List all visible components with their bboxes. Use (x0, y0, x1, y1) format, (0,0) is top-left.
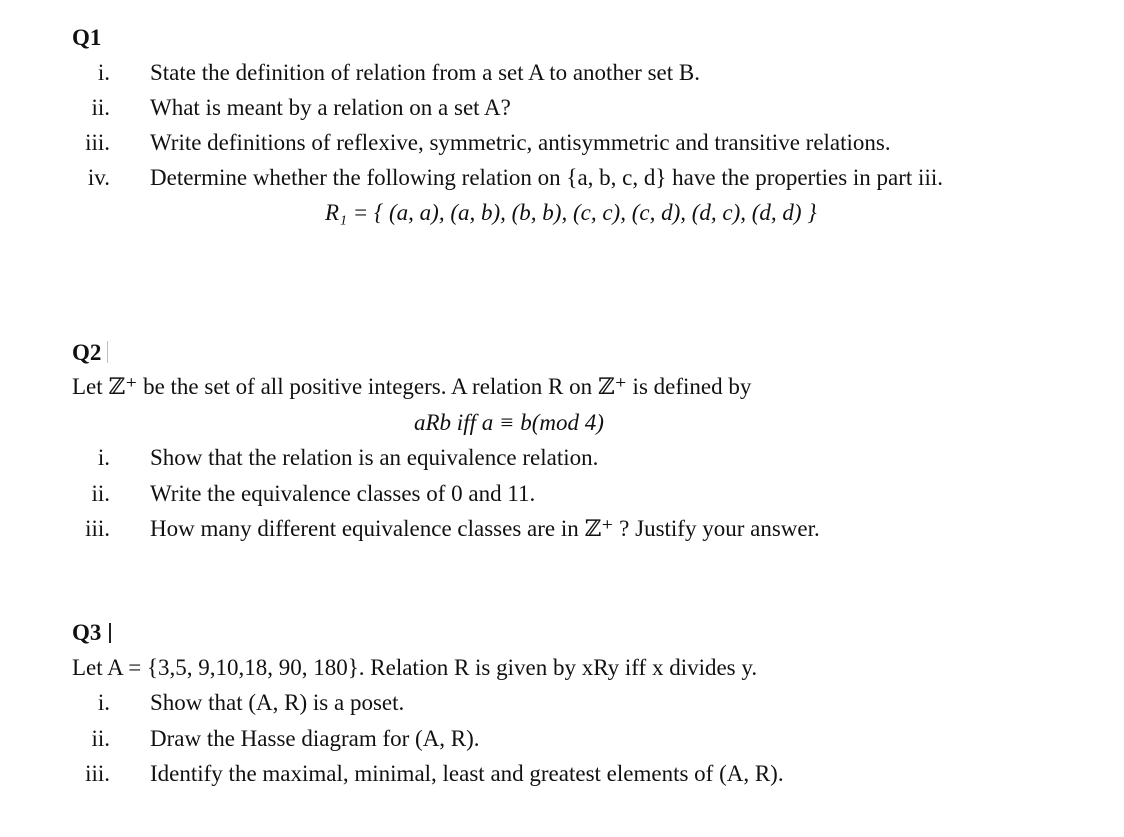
q1-item-4-text: Determine whether the following relation on {a, b, c, d} have the properties in part iii. (150, 165, 943, 190)
q1-item-1-number: i. (97, 60, 110, 85)
q1-relation-r1: R₁ = { (a, a), (a, b), (b, b), (c, c), (c, d), (d, c), (d, d) } (325, 200, 817, 225)
q3-item-3-text: Identify the maximal, minimal, least and greatest elements of (A, R). (150, 761, 784, 786)
q3-intro: Let A = {3,5, 9,10,18, 90, 180}. Relation R is given by xRy iff x divides y. (72, 655, 758, 680)
q2-heading (72, 340, 108, 366)
q3-item-2-text: Draw the Hasse diagram for (A, R). (150, 726, 480, 751)
q1-item-2-text: What is meant by a relation on a set A? (150, 95, 511, 120)
q1-heading: Q1 (72, 25, 102, 50)
q1-item-1-text: State the definition of relation from a set A to another set B. (150, 60, 700, 85)
q2-item-1-text: Show that the relation is an equivalence relation. (150, 445, 599, 470)
text-cursor-icon (107, 341, 108, 363)
q3-heading-text: Q3 (72, 620, 102, 645)
q3-item-2-number: ii. (91, 726, 110, 751)
q2-item-1-number: i. (97, 445, 110, 470)
q2-item-2-text: Write the equivalence classes of 0 and 11. (150, 481, 536, 506)
q3-item-3-number: iii. (85, 761, 110, 786)
q3-item-1-number: i. (97, 690, 110, 715)
q2-item-3-number: iii. (85, 516, 110, 541)
q2-definition: aRb iff a ≡ b(mod 4) (414, 410, 604, 435)
q1-item-3-number: iii. (85, 130, 110, 155)
text-cursor-icon (109, 623, 111, 643)
q1-item-3-text: Write definitions of reflexive, symmetric, antisymmetric and transitive relations. (150, 130, 891, 155)
q2-item-3-text: How many different equivalence classes are in ℤ⁺ ? Justify your answer. (150, 516, 820, 541)
q2-intro: Let ℤ⁺ be the set of all positive integers. A relation R on ℤ⁺ is defined by (72, 374, 752, 399)
q3-heading (72, 620, 111, 646)
q1-item-2-number: ii. (91, 95, 110, 120)
q2-item-2-number: ii. (91, 481, 110, 506)
q3-item-1-text: Show that (A, R) is a poset. (150, 690, 405, 715)
q2-heading-text: Q2 (72, 340, 102, 365)
q1-item-4-number: iv. (87, 165, 110, 190)
